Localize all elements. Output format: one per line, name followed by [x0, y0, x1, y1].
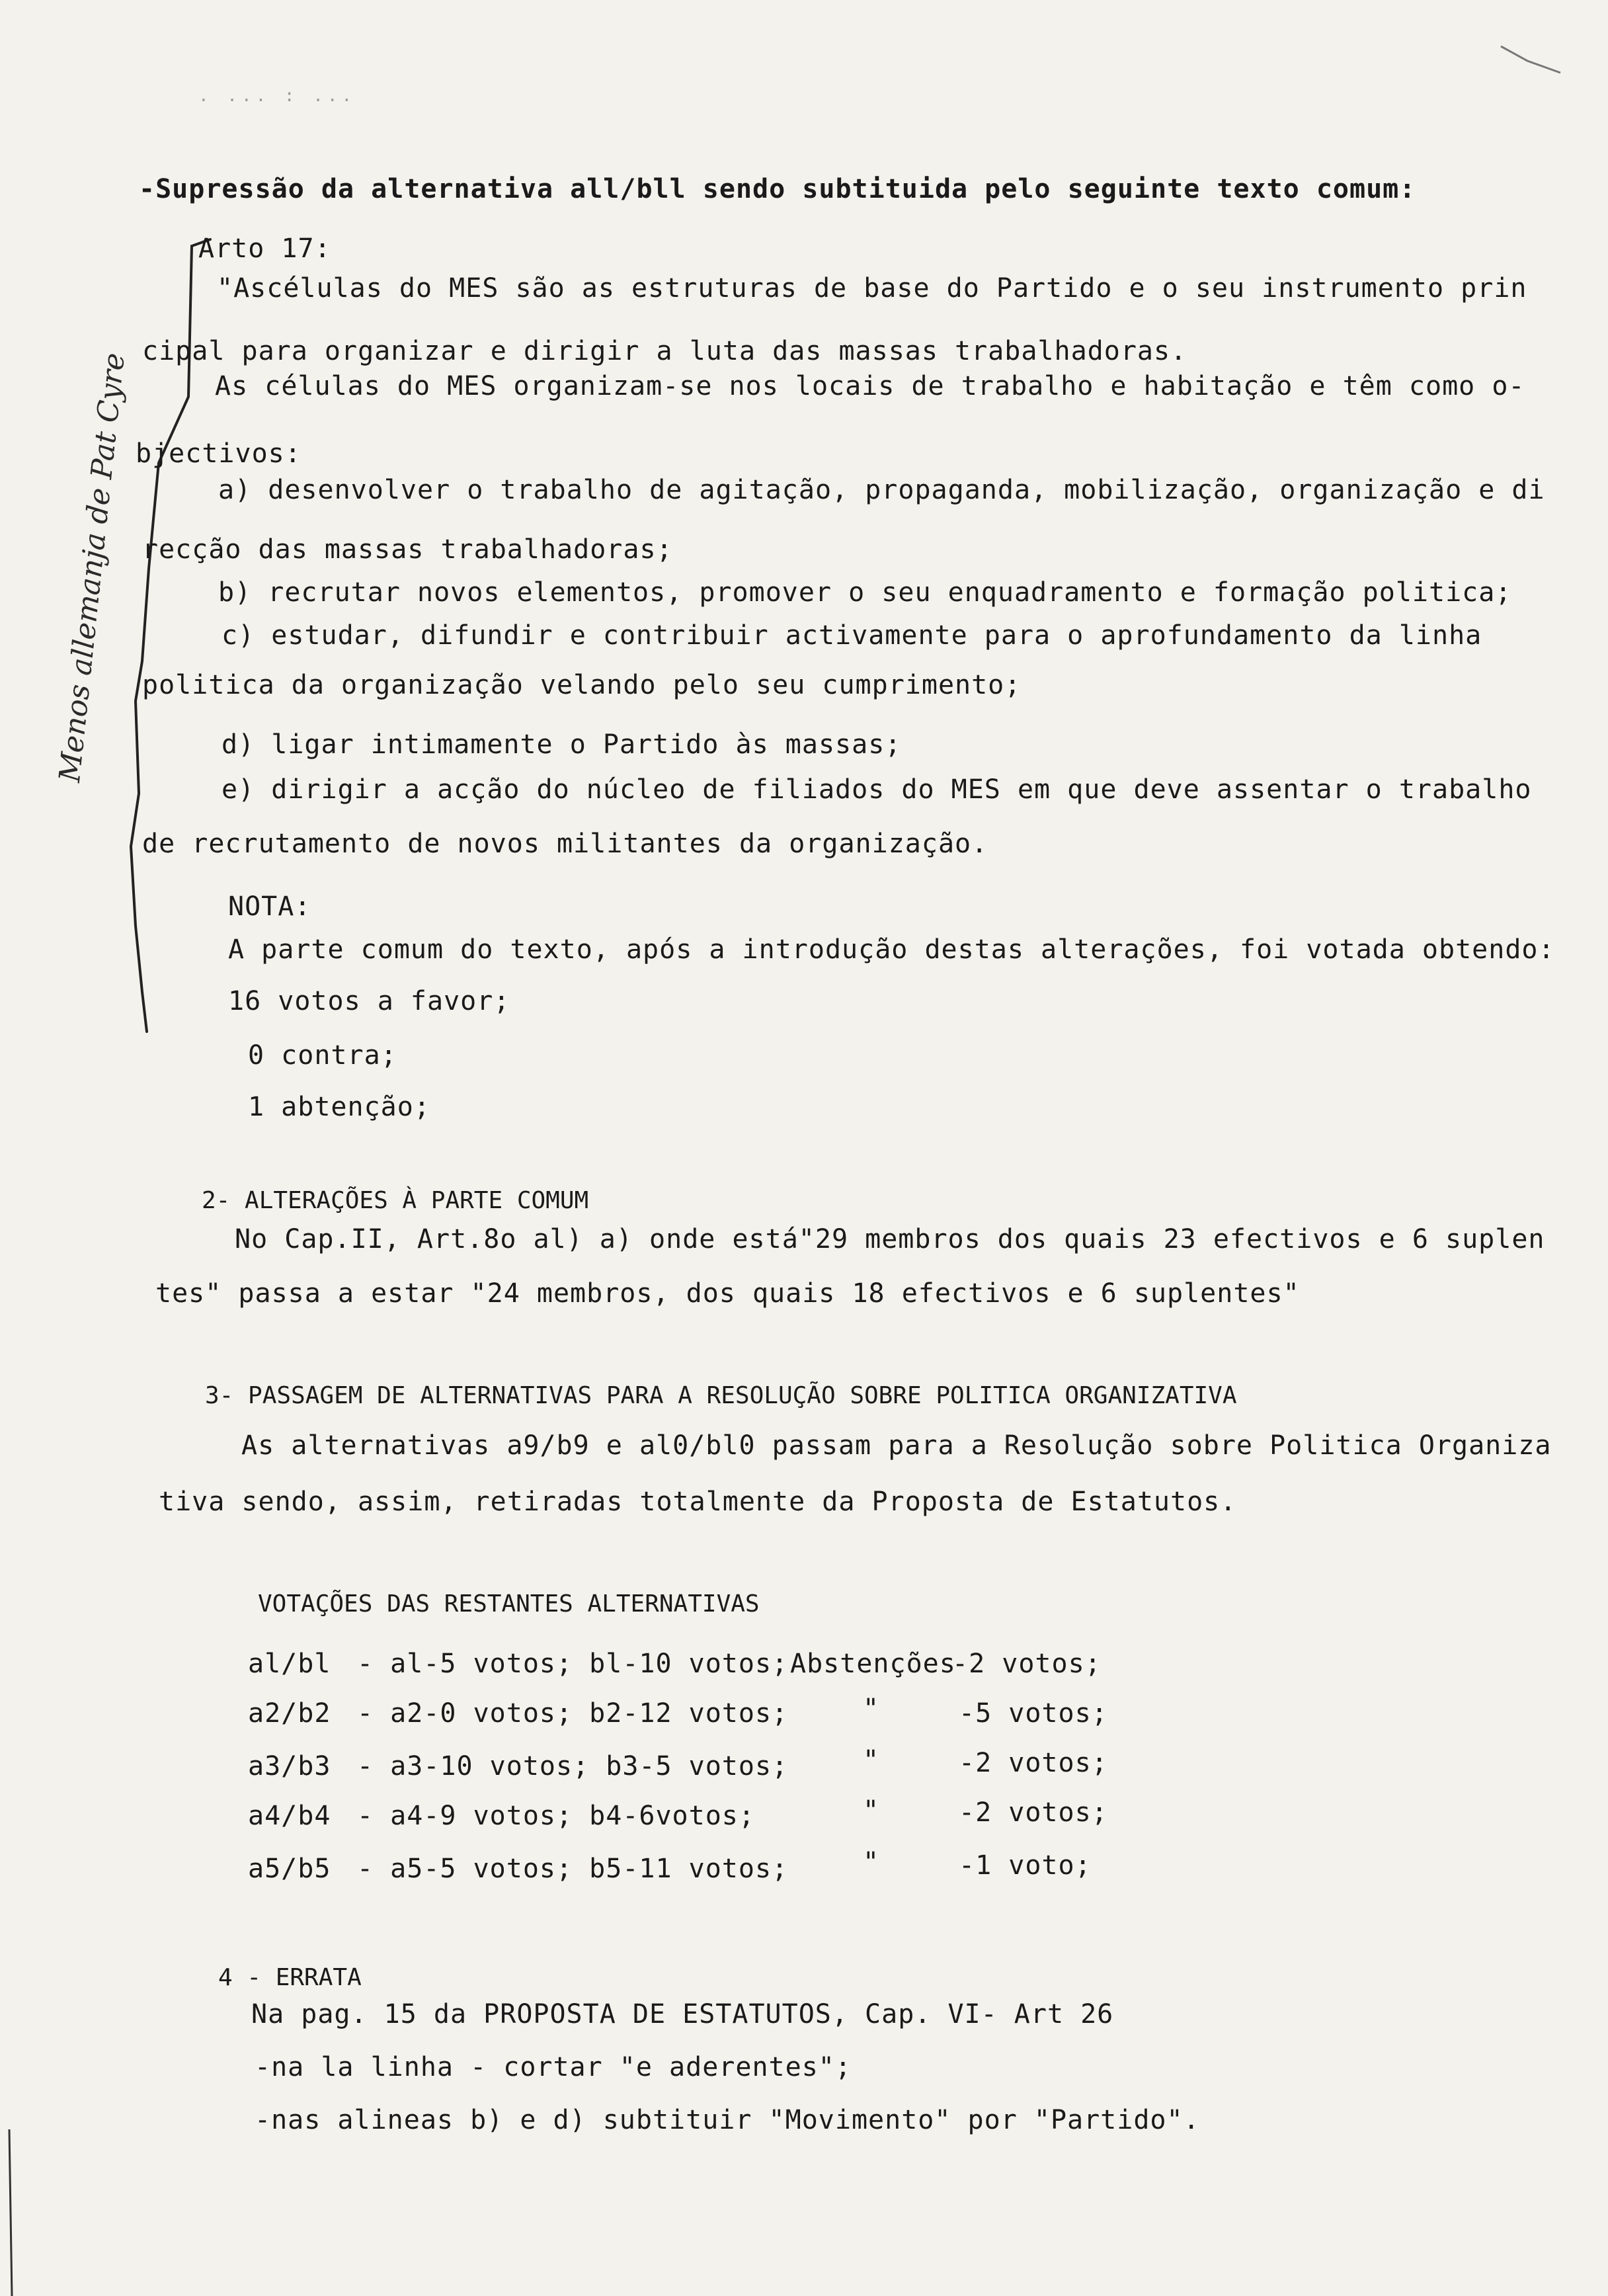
article-line: d) ligar intimamente o Partido às massas; — [221, 729, 902, 760]
article-line: e) dirigir a acção do núcleo de filiados do MES em que deve assentar o trabalho — [221, 774, 1532, 805]
vote-abst-label: " — [863, 1694, 880, 1724]
article-line: cipal para organizar e dirigir a luta das massas trabalhadoras. — [142, 336, 1187, 366]
vote-result: - a2-0 votos; b2-12 votos; — [357, 1698, 789, 1729]
section-2-line: tes" passa a estar "24 membros, dos quais 18 efectivos e 6 suplentes" — [155, 1278, 1300, 1309]
article-line: As células do MES organizam-se nos locais de trabalho e habitação e têm como o- — [215, 371, 1525, 401]
article-label: Arto 17: — [198, 233, 331, 264]
section-2-title: 2- ALTERAÇÕES À PARTE COMUM — [202, 1187, 589, 1214]
errata-title: 4 - ERRATA — [218, 1964, 362, 1991]
intro-line: -Supressão da alternativa all/bll sendo subtituida pelo seguinte texto comum: — [139, 174, 1416, 204]
vote-pair: a4/b4 — [248, 1801, 331, 1831]
vote-result: - a5-5 votos; b5-11 votos; — [357, 1854, 789, 1884]
vote-abst-value: -5 votos; — [959, 1698, 1108, 1729]
scan-noise: . ... : ... — [198, 86, 356, 106]
nota-line: 0 contra; — [248, 1040, 397, 1071]
margin-note-text: Menos allemanja de Pat Cyre — [53, 351, 132, 784]
vote-abst-value: -2 votos; — [952, 1649, 1102, 1679]
article-line: recção das massas trabalhadoras; — [142, 534, 673, 565]
section-3-line: As alternativas a9/b9 e al0/bl0 passam para a Resolução sobre Politica Organiza — [241, 1430, 1552, 1461]
vote-pair: a2/b2 — [248, 1698, 331, 1729]
vote-abst-value: -2 votos; — [959, 1797, 1108, 1828]
vote-abst-label: " — [863, 1745, 880, 1776]
article-line: "Ascélulas do MES são as estruturas de base do Partido e o seu instrumento prin — [217, 273, 1527, 304]
nota-line: 1 abtenção; — [248, 1092, 430, 1122]
errata-line: Na pag. 15 da PROPOSTA DE ESTATUTOS, Cap. VI- Art 26 — [251, 1999, 1114, 2030]
article-line: c) estudar, difundir e contribuir activamente para o aprofundamento da linha — [221, 620, 1482, 651]
vote-pair: a3/b3 — [248, 1751, 331, 1782]
vote-abst-value: -2 votos; — [959, 1748, 1108, 1778]
vote-abst-label: " — [863, 1795, 880, 1826]
vote-pair: al/bl — [248, 1649, 331, 1679]
errata-line: -na la linha - cortar "e aderentes"; — [255, 2052, 852, 2082]
article-line: de recrutamento de novos militantes da organização. — [142, 829, 988, 859]
vote-abst-value: -1 voto; — [959, 1850, 1092, 1881]
vote-abst-label: " — [863, 1847, 880, 1877]
votacoes-title: VOTAÇÕES DAS RESTANTES ALTERNATIVAS — [258, 1590, 760, 1618]
article-line: politica da organização velando pelo seu cumprimento; — [142, 670, 1022, 700]
article-line: bjectivos: — [136, 438, 302, 469]
nota-line: A parte comum do texto, após a introdução destas alterações, foi votada obtendo: — [228, 934, 1555, 965]
vote-pair: a5/b5 — [248, 1854, 331, 1884]
errata-line: -nas alineas b) e d) subtituir "Movimento" por "Partido". — [255, 2105, 1200, 2135]
vote-result: - a3-10 votos; b3-5 votos; — [357, 1751, 789, 1782]
section-2-line: No Cap.II, Art.8o al) a) onde está"29 membros dos quais 23 efectivos e 6 suplen — [235, 1224, 1545, 1254]
vote-abst-label: Abstenções — [790, 1649, 956, 1679]
article-line: b) recrutar novos elementos, promover o seu enquadramento e formação politica; — [218, 577, 1512, 608]
section-3-line: tiva sendo, assim, retiradas totalmente da Proposta de Estatutos. — [159, 1487, 1237, 1517]
vote-result: - a4-9 votos; b4-6votos; — [357, 1801, 755, 1831]
article-line: a) desenvolver o trabalho de agitação, propaganda, mobilização, organização e di — [218, 475, 1545, 505]
nota-line: 16 votos a favor; — [228, 986, 510, 1016]
nota-label: NOTA: — [228, 891, 311, 922]
section-3-title: 3- PASSAGEM DE ALTERNATIVAS PARA A RESOLUÇÃO SOBRE POLITICA ORGANIZATIVA — [205, 1382, 1237, 1409]
vote-result: - al-5 votos; bl-10 votos; — [357, 1649, 789, 1679]
